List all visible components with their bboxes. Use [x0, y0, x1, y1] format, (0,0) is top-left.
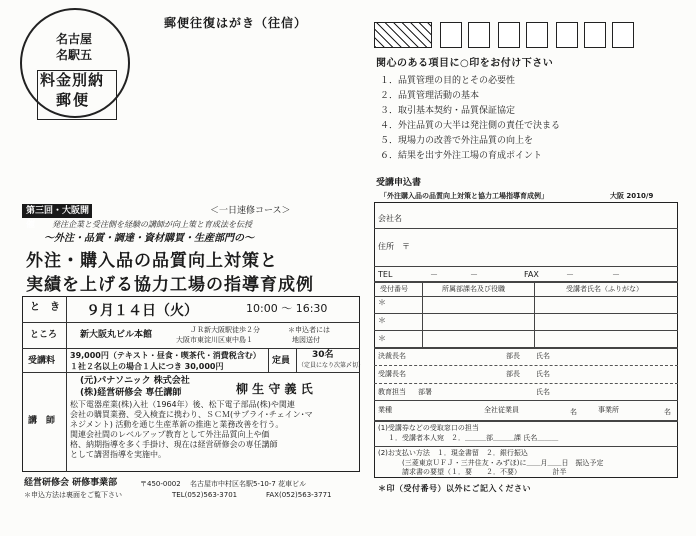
seminar-banner: 第三回・大阪開催 [22, 204, 92, 218]
fax-dash-2: － [612, 270, 620, 279]
stamp-line1: 名古屋 [56, 32, 93, 46]
place-value: 新大阪丸ビル本館 [80, 330, 153, 340]
time-value: 10:00 ～ 16:30 [246, 302, 328, 315]
divider [22, 348, 360, 349]
postage-stamp [20, 8, 130, 118]
divider [66, 296, 67, 472]
bio-line: 関連会社間のレベルアップ教育として外注品質向上や価 [70, 430, 270, 439]
divider [374, 347, 678, 349]
divider [374, 383, 678, 384]
manager-name-label: 氏名 [536, 370, 550, 378]
form-subtitle: 「外注購入品の品質向上対策と協力工場指導育成例」 [380, 192, 548, 200]
divider [374, 228, 678, 229]
bio-line: 松下電器産業(株)入社（1964年）後、松下電子部品(株)や関連 [70, 400, 295, 409]
form-title: 受講申込書 [376, 178, 422, 188]
bio-line: ネジメント) 活動を通じ生産革新の推進と業務改善を行う。 [70, 420, 284, 429]
bio-line: 格、納期指導を多く手掛け、現在は経営研修会の専任講師 [70, 440, 278, 449]
tel-label: TEL [378, 270, 393, 279]
lecturer-label: 講 師 [28, 416, 56, 426]
tel-dash-2: － [470, 270, 478, 279]
payment-banks[interactable]: (三菱東京ＵＦＪ・三井住友・みずほ)に＿＿月＿＿日 振込予定 [402, 459, 604, 467]
row-mark: ＊ [378, 316, 386, 325]
footer-zip: 〒450-0002 [140, 480, 181, 488]
office-unit: 名 [664, 408, 671, 416]
fee-line-2: １社２名以上の場合１人につき 30,000円 [70, 362, 224, 371]
footer-note: ＊申込方法は裏面をご覧下さい [24, 491, 122, 499]
receipt-line[interactable]: １．受講者本人宛 ２．＿＿＿部＿＿＿課 氏名＿＿＿ [388, 434, 559, 442]
footer-address: 名古屋市中村区名駅5-10-7 花車ビル [190, 480, 307, 488]
interest-item[interactable]: ３．取引基本契約・品質保証協定 [380, 106, 516, 116]
zip-box-3[interactable] [498, 22, 520, 48]
bio-line: として講習指導を実施中。 [70, 450, 166, 459]
zip-box-4[interactable] [526, 22, 548, 48]
seminar-subtitle-1: 発注企業と受注側を経験の講師が向上策と育成法を伝授 [52, 220, 252, 229]
employees-label: 全社従業員 [484, 406, 519, 414]
seminar-title-1: 外注・購入品の品質向上対策と [26, 251, 278, 271]
form-footnote: ＊印（受付番号）以外にご記入ください [378, 484, 531, 493]
address-label: 住所 〒 [378, 242, 410, 251]
approver-label: 決裁長名 [378, 352, 406, 360]
stamp-line4: 郵便 [56, 91, 91, 109]
divider [374, 266, 678, 267]
address-field[interactable] [420, 240, 674, 254]
fee-label: 受講料 [28, 356, 56, 366]
interest-title: 関心のある項目に○印をお付け下さい [376, 58, 554, 69]
divider [374, 420, 678, 422]
footer-tel: TEL(052)563-3701 [172, 491, 238, 499]
divider [296, 348, 297, 372]
form-location: 大阪 2010/9 [610, 192, 654, 200]
bio-line: 会社の購買業務、受入検査に携わり、ＳＣＭ(サプライ･チェイン･マ [70, 410, 313, 419]
fax-dash-1: － [566, 270, 574, 279]
company-field[interactable] [420, 212, 674, 226]
interest-item[interactable]: ４．外注品質の大半は発注側の責任で決まる [380, 121, 561, 131]
divider [374, 400, 678, 401]
place-access: ＪＲ新大阪駅徒歩２分 [190, 326, 260, 334]
divider [22, 372, 360, 373]
edu-name-label: 氏名 [536, 388, 550, 396]
divider [374, 313, 678, 314]
interest-item[interactable]: ６．結果を出す外注工場の育成ポイント [380, 151, 543, 161]
tel-dash-1: － [430, 270, 438, 279]
edu-manager-label: 教育担当 [378, 388, 406, 396]
fax-label: FAX [524, 270, 539, 279]
col-attendee: 受講者氏名（ふりがな） [566, 285, 643, 293]
lecturer-name: 柳 生 守 義 氏 [236, 382, 313, 396]
divider [268, 348, 269, 372]
place-address: 大阪市東淀川区東中島１ [176, 336, 253, 344]
zip-box-1[interactable] [440, 22, 462, 48]
row-mark: ＊ [378, 334, 386, 343]
interest-item[interactable]: ５．現場力の改善で外注品質の向上を [380, 136, 534, 146]
lecturer-org-2: (株)経営研修会 専任講師 [80, 388, 182, 398]
attendee-row-1[interactable] [424, 298, 674, 312]
zip-box-hatched-1 [374, 22, 432, 48]
payment-invoice[interactable]: 請求書の要望（１．要 ２．不要） 計半 [402, 468, 567, 476]
interest-list [380, 76, 560, 166]
capacity-label: 定員 [272, 356, 291, 366]
divider [374, 365, 678, 366]
interest-item[interactable]: １．品質管理の目的とその必要性 [380, 76, 516, 86]
edu-dept-label: 部署 [418, 388, 432, 396]
place-label: ところ [30, 330, 58, 340]
attendee-row-3[interactable] [424, 334, 674, 346]
footer-org: 経営研修会 研修事業部 [24, 478, 118, 488]
divider [374, 330, 678, 331]
divider [22, 322, 360, 323]
industry-label: 業種 [378, 406, 392, 414]
manager-dept-suffix: 部長 [506, 370, 520, 378]
zip-box-6[interactable] [584, 22, 606, 48]
fee-line-1: 39,000円（テキスト・昼食・喫茶代・消費税含む） [70, 351, 261, 360]
zip-box-5[interactable] [556, 22, 578, 48]
postcard-header: 郵便往復はがき（往信） [164, 16, 308, 30]
capacity-note: （定員になり次第〆切） [298, 362, 365, 369]
divider [374, 281, 678, 283]
course-label: ＜一日速修コース＞ [210, 206, 291, 216]
interest-item[interactable]: ２．品質管理活動の基本 [380, 91, 480, 101]
divider [374, 296, 678, 297]
approver-dept-suffix: 部長 [506, 352, 520, 360]
footer-fax: FAX(052)563-3771 [266, 491, 332, 499]
capacity-value: 30名 [312, 350, 334, 360]
payment-title[interactable]: (2)お支払い方法 １．現金書留 ２．銀行振込 [378, 449, 528, 457]
manager-label: 受講長名 [378, 370, 406, 378]
place-note-2: 地図送付 [292, 336, 320, 344]
date-label: と き [30, 302, 60, 313]
stamp-line3: 料金別納 [40, 71, 105, 89]
divider [374, 446, 678, 447]
place-note-1: ＊申込者には [288, 326, 330, 334]
date-value: ９月１４日（火） [86, 303, 198, 319]
seminar-title-2: 実績を上げる協力工場の指導育成例 [26, 275, 314, 295]
stamp-line2: 名駅五 [56, 48, 93, 62]
attendee-row-2[interactable] [424, 316, 674, 330]
office-label: 事業所 [598, 406, 619, 414]
divider [422, 281, 423, 347]
seminar-subtitle-2: ～外注・品質・調達・資材購買・生産部門の～ [44, 233, 254, 244]
zip-box-7[interactable] [612, 22, 634, 48]
employees-unit: 名 [570, 408, 577, 416]
row-mark: ＊ [378, 298, 386, 307]
company-label: 会社名 [378, 214, 402, 223]
col-reception-no: 受付番号 [380, 285, 408, 293]
lecturer-org: (元)パナソニック 株式会社 [80, 376, 190, 386]
lecturer-bio [70, 400, 358, 460]
approver-name-label: 氏名 [536, 352, 550, 360]
col-department: 所属部課名及び役職 [442, 285, 505, 293]
receipt-title: (1)受講券などの受取窓口の担当 [378, 424, 479, 432]
zip-box-2[interactable] [468, 22, 490, 48]
